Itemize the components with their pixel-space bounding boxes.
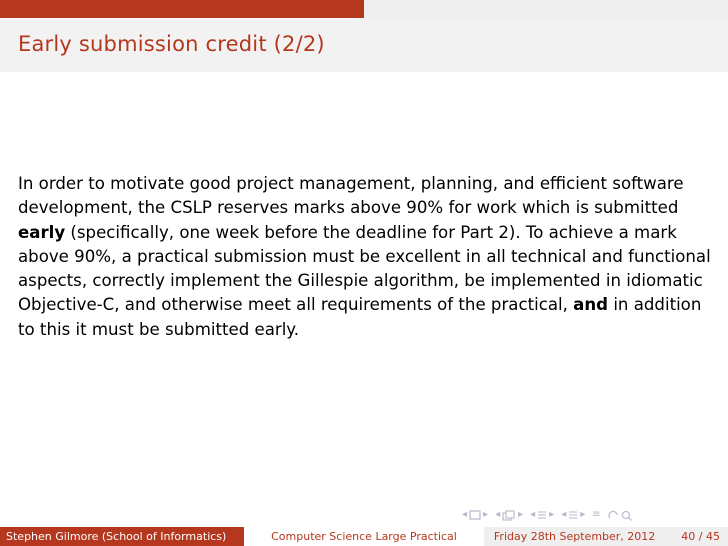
- body-text-3: in addition to this it must be submitted early.: [18, 295, 702, 339]
- body-bold-early: early: [18, 222, 66, 242]
- nav-frame-back-icon[interactable]: ◂: [495, 509, 501, 520]
- footer-author-text: Stephen Gilmore (School of Informatics): [6, 530, 227, 543]
- nav-section-icon[interactable]: [568, 510, 578, 521]
- nav-frame-icon[interactable]: [502, 510, 516, 521]
- header-stripe-right: [364, 0, 728, 18]
- nav-subsection-controls[interactable]: [530, 510, 554, 521]
- footer-course-text: Computer Science Large Practical: [271, 530, 457, 543]
- body-text-1: In order to motivate good project management, planning, and efficient software development, the CSLP reserves marks above 90% for work which is submitted: [18, 174, 684, 218]
- slide-body: [18, 172, 718, 342]
- frame-title: Early submission credit (2/2): [18, 32, 325, 56]
- nav-frame-forward-icon[interactable]: ▸: [518, 509, 524, 520]
- nav-subsection-forward-icon[interactable]: ▸: [549, 509, 555, 520]
- body-text-2: (specifically, one week before the deadline for Part 2). To achieve a mark above 90%, a practical submission must be excellent in all technical and functional aspects, correctly implement the Gillespie algorithm, be implemented in idiomatic Objective-C, and otherwise meet all requirements of the practical,: [18, 222, 711, 315]
- footer-date: [484, 527, 728, 546]
- header-stripe: [0, 0, 728, 18]
- nav-subsection-back-icon[interactable]: ◂: [530, 509, 536, 520]
- nav-frame-controls[interactable]: [495, 510, 523, 521]
- nav-section-controls[interactable]: [561, 510, 585, 521]
- body-bold-and: and: [573, 295, 609, 315]
- nav-back-arrow-icon[interactable]: ◂: [462, 509, 468, 520]
- footer-course: [244, 527, 484, 546]
- header-stripe-left: [0, 0, 364, 18]
- nav-search-icon[interactable]: [608, 510, 634, 521]
- nav-align-icon[interactable]: ≡: [592, 509, 601, 520]
- nav-subsection-icon[interactable]: [537, 510, 547, 521]
- nav-section-forward-icon[interactable]: ▸: [580, 509, 586, 520]
- footer-page-number: 40 / 45: [681, 530, 720, 543]
- nav-section-back-icon[interactable]: ◂: [561, 509, 567, 520]
- footer-date-text: Friday 28th September, 2012: [493, 530, 656, 543]
- footer: [0, 527, 728, 546]
- footer-author: [0, 527, 244, 546]
- nav-slide-icon[interactable]: [469, 510, 481, 520]
- navigation-symbols: [462, 506, 634, 524]
- nav-slide-controls[interactable]: [462, 510, 488, 520]
- nav-forward-arrow-icon[interactable]: ▸: [483, 509, 489, 520]
